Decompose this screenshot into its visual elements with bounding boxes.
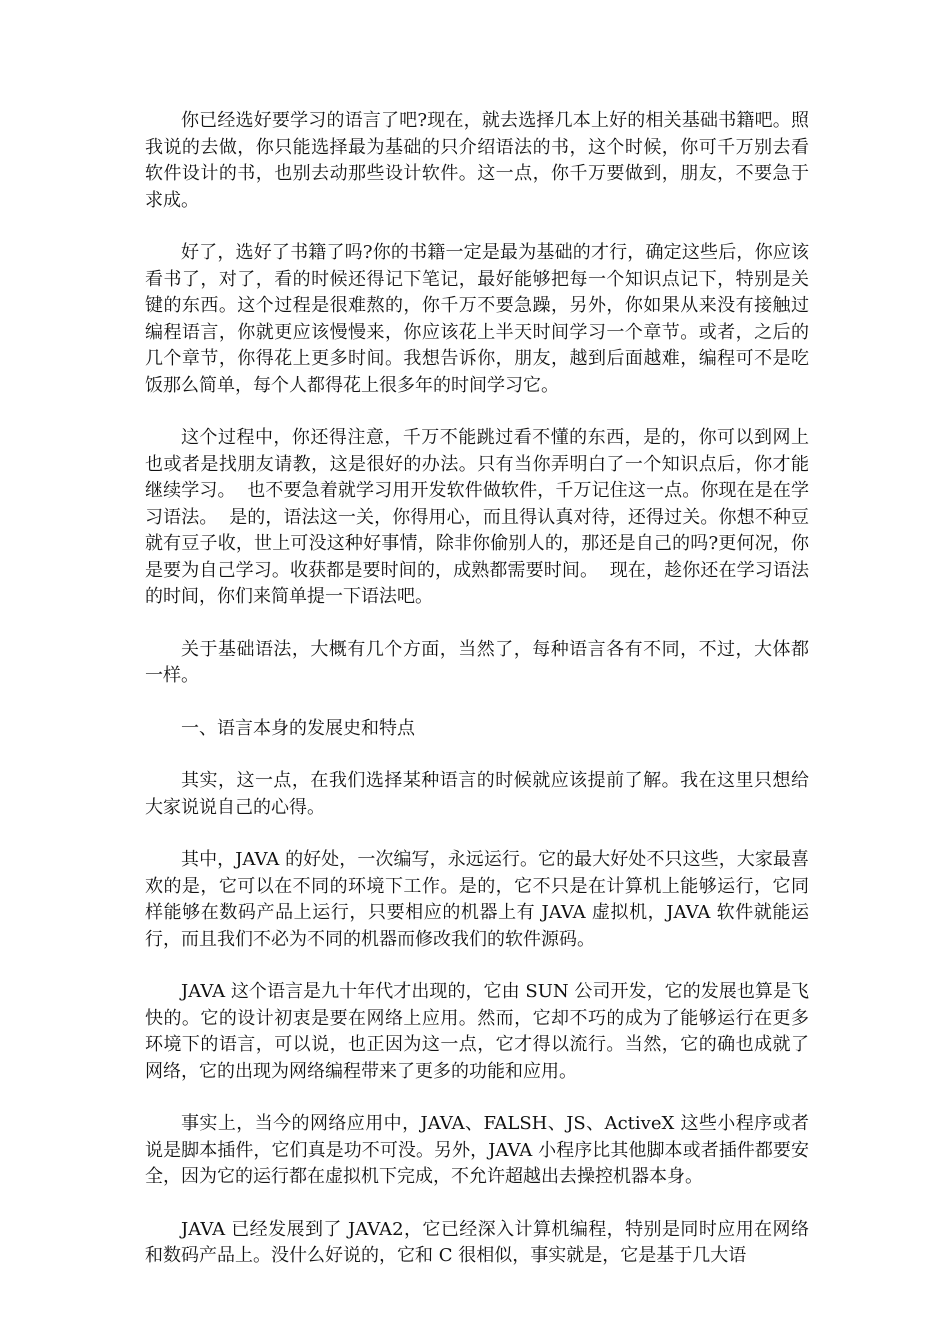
paragraph-1: 你已经选好要学习的语言了吧?现在，就去选择几本上好的相关基础书籍吧。照我说的去做，你只能选择最为基础的只介绍语法的书，这个时候，你可千万别去看软件设计的书，也别去动那些设计软件。这一点，你千万要做到，朋友，不要急于求成。: [145, 110, 809, 211]
document-body: [145, 108, 809, 1296]
paragraph-9: JAVA 已经发展到了 JAVA2，它已经深入计算机编程，特别是同时应用在网络和数码产品上。没什么好说的，它和 C 很相似，事实就是，它是基于几大语: [145, 1218, 809, 1266]
paragraph-6: 其中，JAVA 的好处，一次编写，永远运行。它的最大好处不只这些，大家最喜欢的是，它可以在不同的环境下工作。是的，它不只是在计算机上能够运行，它同样能够在数码产品上运行，只要相应的机器上有 JAVA 虚拟机，JAVA 软件就能运行，而且我们不必为不同的机器而修改我们的软件源码。: [145, 849, 809, 950]
section-heading: 一、语言本身的发展史和特点: [181, 717, 415, 739]
paragraph-7: JAVA 这个语言是九十年代才出现的，它由 SUN 公司开发，它的发展也算是飞快的。它的设计初衷是要在网络上应用。然而，它却不巧的成为了能够运行在更多环境下的语言，可以说，也正因为这一点，它才得以流行。当然，它的确也成就了网络，它的出现为网络编程带来了更多的功能和应用。: [145, 981, 809, 1082]
paragraph-5: 其实，这一点，在我们选择某种语言的时候就应该提前了解。我在这里只想给大家说说自己的心得。: [145, 770, 809, 818]
paragraph-4: 关于基础语法，大概有几个方面，当然了，每种语言各有不同，不过，大体都一样。: [145, 638, 809, 686]
paragraph-8: 事实上，当今的网络应用中，JAVA、FALSH、JS、ActiveX 这些小程序或者说是脚本插件，它们真是功不可没。另外，JAVA 小程序比其他脚本或者插件都要安全，因为它的运行都在虚拟机下完成，不允许超越出去操控机器本身。: [145, 1113, 809, 1187]
paragraph-2: 好了，选好了书籍了吗?你的书籍一定是最为基础的才行，确定这些后，你应该看书了，对了，看的时候还得记下笔记，最好能够把每一个知识点记下，特别是关键的东西。这个过程是很难熬的，你千万不要急躁，另外，你如果从来没有接触过编程语言，你就更应该慢慢来，你应该花上半天时间学习一个章节。或者，之后的几个章节，你得花上更多时间。我想告诉你，朋友，越到后面越难，编程可不是吃饭那么简单，每个人都得花上很多年的时间学习它。: [145, 242, 809, 396]
paragraph-3: 这个过程中，你还得注意，千万不能跳过看不懂的东西，是的，你可以到网上也或者是找朋友请教，这是很好的办法。只有当你弄明白了一个知识点后，你才能继续学习。 也不要急着就学习用开发软件做软件，千万记住这一点。你现在是在学习语法。 是的，语法这一关，你得用心，而且得认真对待，还得过关。你想不种豆就有豆子收，世上可没这种好事情，除非你偷别人的，那还是自己的吗?更何况，你是要为自己学习。收获都是要时间的，成熟都需要时间。 现在，趁你还在学习语法的时间，你们来简单提一下语法吧。: [145, 427, 809, 607]
